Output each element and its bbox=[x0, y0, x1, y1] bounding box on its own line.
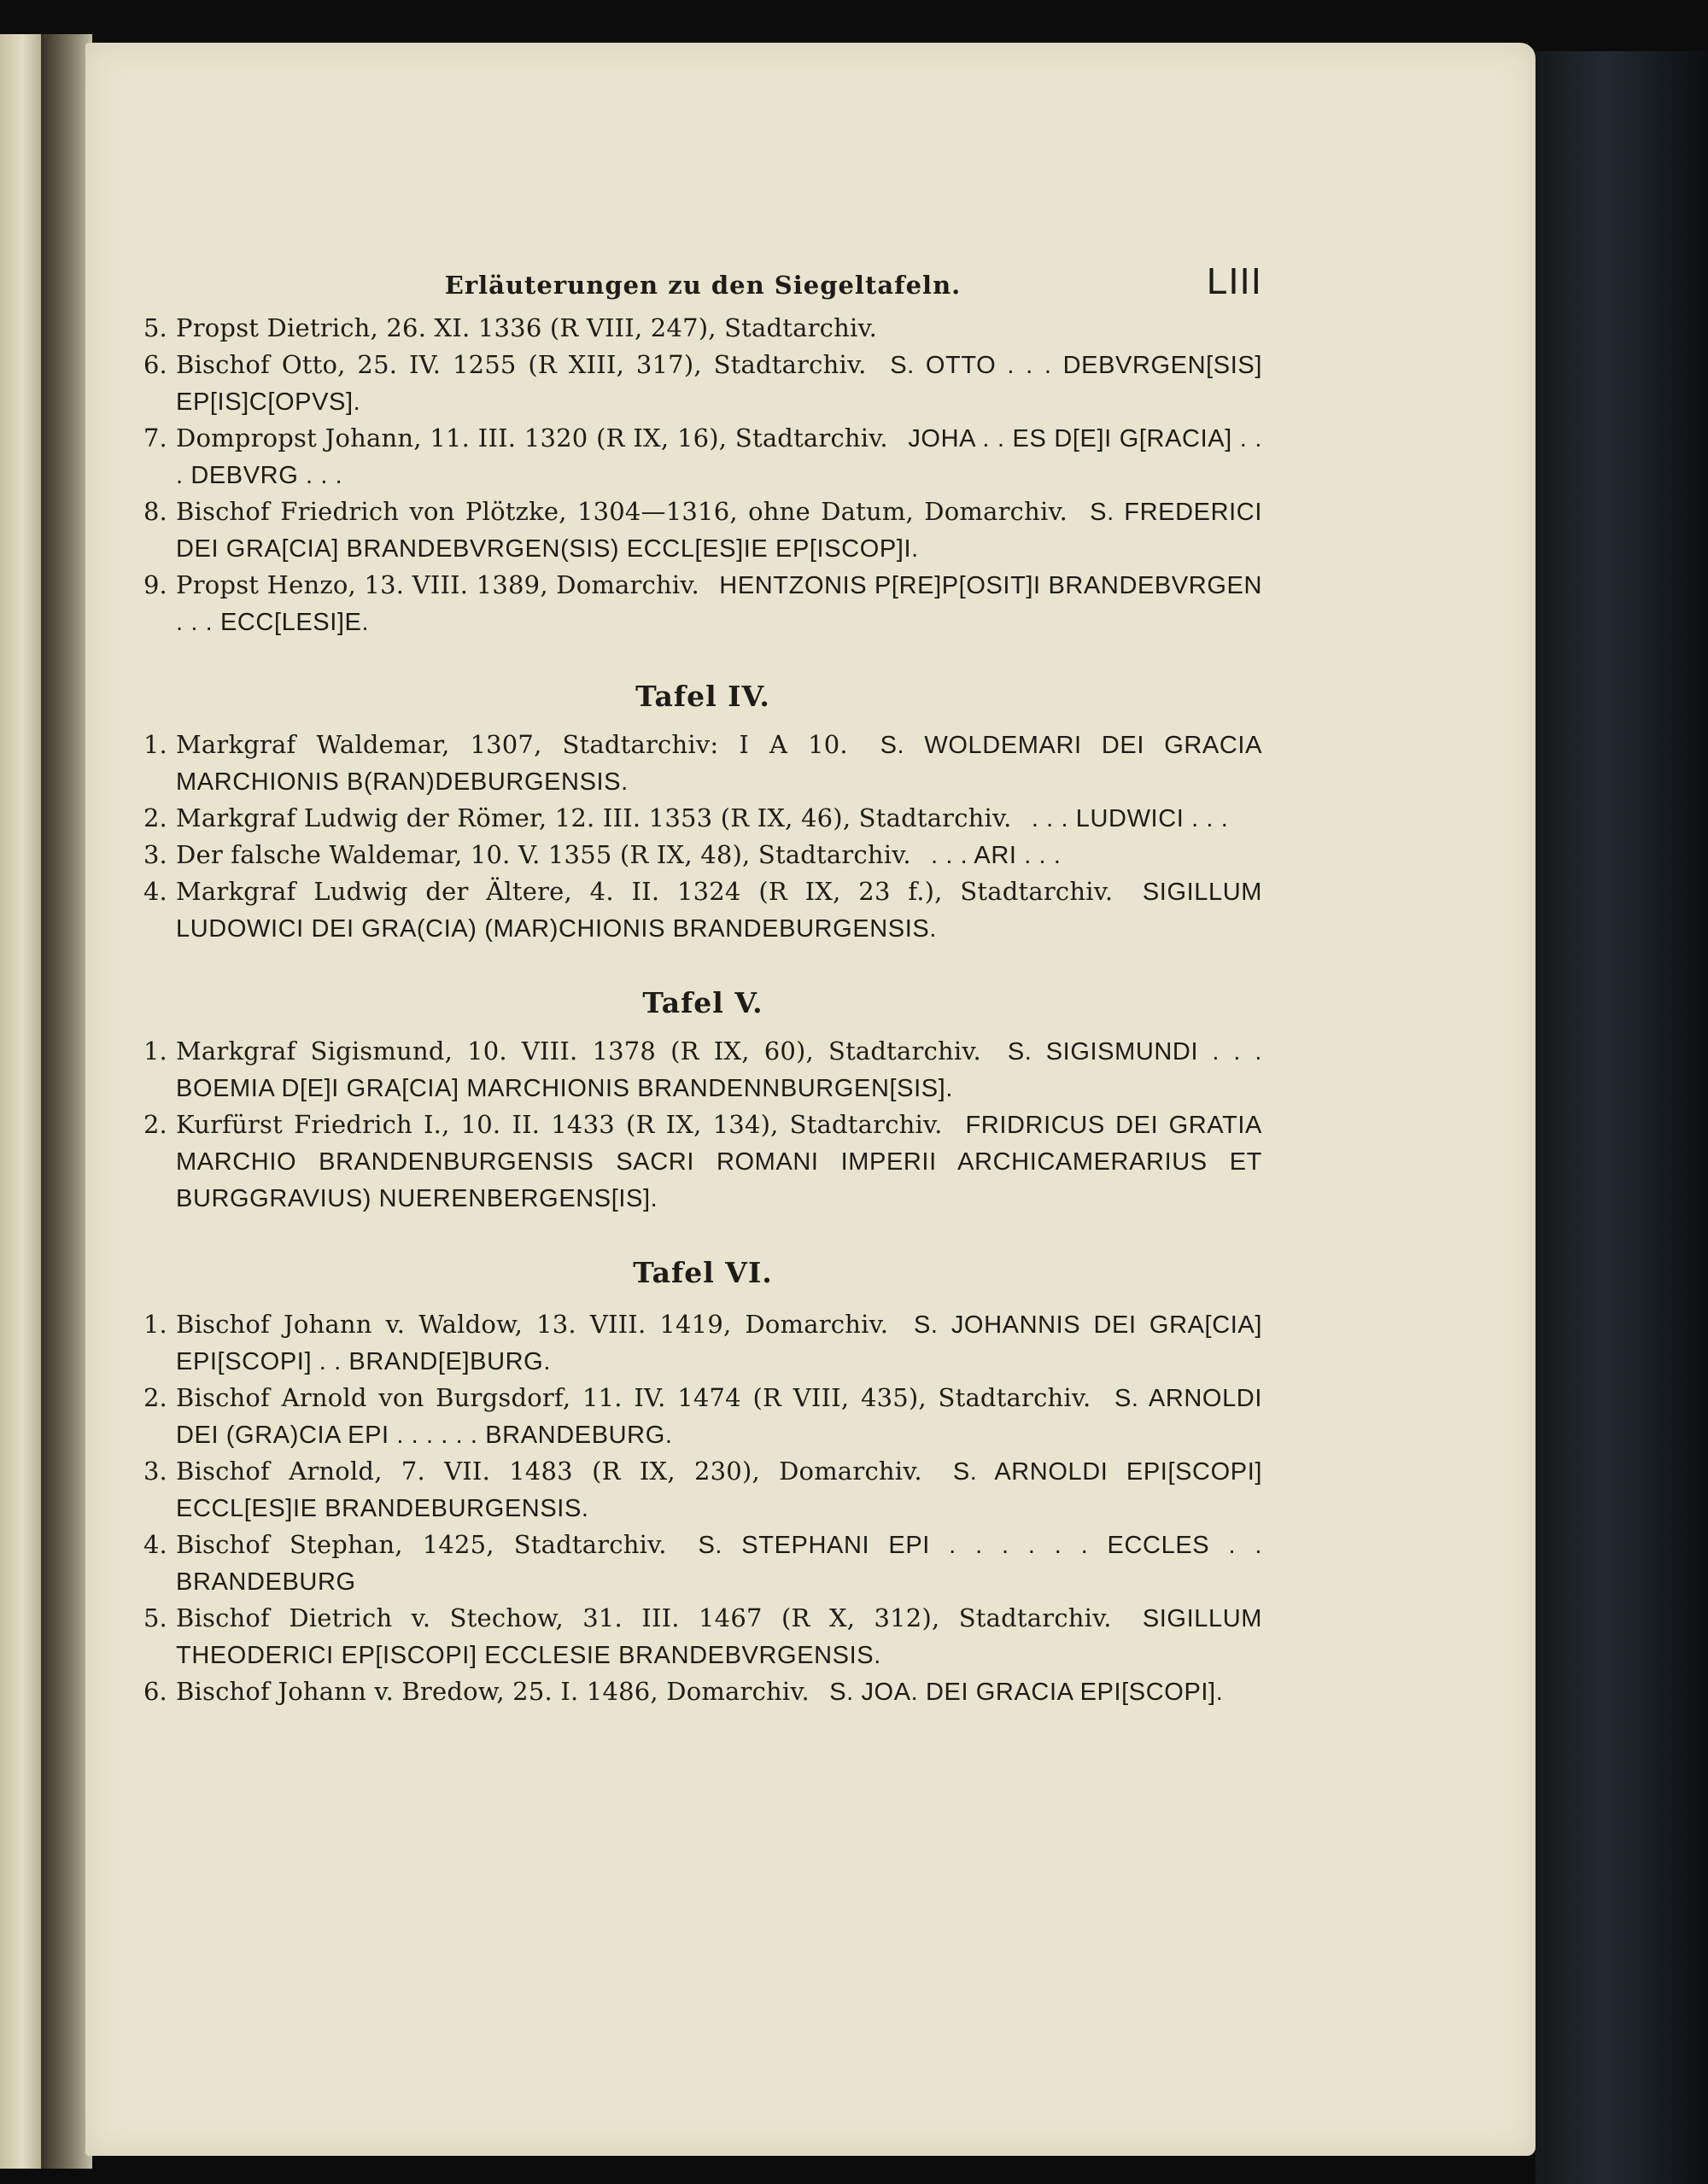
list-item bbox=[143, 800, 1262, 837]
entry-body bbox=[176, 727, 1262, 800]
entry-body bbox=[176, 837, 1262, 873]
entry-number: 6. bbox=[143, 1677, 167, 1706]
list-item bbox=[143, 1033, 1262, 1107]
entry-text: Der falsche Waldemar, 10. V. 1355 (R IX, 48), Stadtarchiv. bbox=[176, 840, 911, 869]
entry-text: Bischof Johann v. Waldow, 13. VIII. 1419, Domarchiv. bbox=[176, 1310, 889, 1339]
seal-legend: . . . ARI . . . bbox=[931, 842, 1062, 869]
section-heading: Tafel V. bbox=[642, 986, 763, 1019]
seal-legend: S. STEPHANI EPI . . . . . . ECCLES . . BRANDEBURG bbox=[176, 1532, 1262, 1596]
seal-legend: S. WOLDEMARI DEI GRACIA MARCHIONIS B(RAN)DEBURGENSIS. bbox=[176, 732, 1263, 796]
entry-number: 3. bbox=[143, 840, 167, 869]
list-item bbox=[143, 1673, 1262, 1710]
list-item bbox=[143, 1453, 1262, 1527]
entry-text: Propst Henzo, 13. VIII. 1389, Domarchiv. bbox=[176, 570, 699, 599]
entry-body bbox=[176, 1380, 1262, 1453]
entry-number: 1. bbox=[143, 1310, 167, 1339]
entry-text: Markgraf Waldemar, 1307, Stadtarchiv: I A 10. bbox=[176, 730, 848, 759]
entry-body bbox=[176, 310, 1262, 347]
entry-body bbox=[176, 1673, 1262, 1710]
seal-legend: S. FREDERICI DEI GRA[CIA] BRANDEBVRGEN(SIS) ECCL[ES]IE EP[ISCOP]I. bbox=[176, 499, 1262, 563]
entry-text: Bischof Dietrich v. Stechow, 31. III. 1467 (R X, 312), Stadtarchiv. bbox=[176, 1603, 1112, 1632]
list-item bbox=[143, 727, 1262, 800]
list-item bbox=[143, 1306, 1262, 1380]
entry-number: 3. bbox=[143, 1457, 167, 1486]
section-tafel-v bbox=[143, 986, 1262, 1217]
entry-number: 1. bbox=[143, 1037, 167, 1066]
entry-number: 2. bbox=[143, 1383, 167, 1412]
seal-legend: . . . LUDWICI . . . bbox=[1031, 805, 1229, 832]
section-heading: Tafel IV. bbox=[635, 680, 770, 713]
entry-number: 5. bbox=[143, 1603, 167, 1632]
entry-text: Bischof Friedrich von Plötzke, 1304—1316, ohne Datum, Domarchiv. bbox=[176, 497, 1068, 526]
entry-body bbox=[176, 873, 1262, 947]
seal-legend: S. JOHANNIS DEI GRA[CIA] EPI[SCOPI] . . BRAND[E]BURG. bbox=[176, 1311, 1263, 1375]
entry-text: Bischof Otto, 25. IV. 1255 (R XIII, 317), Stadtarchiv. bbox=[176, 350, 867, 379]
entry-body bbox=[176, 1600, 1262, 1673]
list-item bbox=[143, 567, 1262, 640]
list-item bbox=[143, 347, 1262, 420]
list-item bbox=[143, 420, 1262, 493]
section-tafel-vi bbox=[143, 1256, 1262, 1710]
list-item bbox=[143, 1380, 1262, 1453]
entry-body bbox=[176, 1453, 1262, 1527]
entry-number: 6. bbox=[143, 350, 167, 379]
entry-text: Dompropst Johann, 11. III. 1320 (R IX, 16), Stadtarchiv. bbox=[176, 423, 888, 453]
seal-legend: HENTZONIS P[RE]P[OSIT]I BRANDEBVRGEN . . . ECC[LESI]E. bbox=[176, 572, 1262, 636]
list-item bbox=[143, 1107, 1262, 1217]
entry-body bbox=[176, 567, 1262, 640]
entry-body bbox=[176, 1527, 1262, 1600]
list-item bbox=[143, 837, 1262, 873]
entry-list-continued bbox=[143, 310, 1262, 640]
entry-body bbox=[176, 1033, 1262, 1107]
seal-legend: S. SIGISMUNDI . . . BOEMIA D[E]I GRA[CIA] MARCHIONIS BRANDENNBURGEN[SIS]. bbox=[176, 1038, 1262, 1102]
seal-legend: S. ARNOLDI EPI[SCOPI] ECCL[ES]IE BRANDEBURGENSIS. bbox=[176, 1458, 1263, 1522]
list-item bbox=[143, 873, 1262, 947]
seal-legend: JOHA . . ES D[E]I G[RACIA] . . . DEBVRG . . . bbox=[176, 425, 1262, 489]
seal-legend: S. OTTO . . . DEBVRGEN[SIS] EP[IS]C[OPVS]. bbox=[176, 352, 1263, 416]
entry-body bbox=[176, 493, 1262, 567]
list-item bbox=[143, 1600, 1262, 1673]
entry-number: 2. bbox=[143, 803, 167, 832]
entry-number: 7. bbox=[143, 423, 167, 453]
page-number: LIII bbox=[1206, 260, 1262, 302]
entry-text: Kurfürst Friedrich I., 10. II. 1433 (R IX, 134), Stadtarchiv. bbox=[176, 1110, 943, 1139]
entry-text: Propst Dietrich, 26. XI. 1336 (R VIII, 247), Stadtarchiv. bbox=[176, 313, 878, 342]
list-item bbox=[143, 310, 1262, 347]
entry-text: Bischof Stephan, 1425, Stadtarchiv. bbox=[176, 1530, 667, 1559]
section-tafel-iv bbox=[143, 680, 1262, 947]
entry-number: 4. bbox=[143, 1530, 167, 1559]
seal-legend: SIGILLUM LUDOWICI DEI GRA(CIA) (MAR)CHIONIS BRANDEBURGENSIS. bbox=[176, 879, 1263, 943]
running-title: Erläuterungen zu den Siegeltafeln. bbox=[444, 271, 962, 300]
entry-number: 1. bbox=[143, 730, 167, 759]
entry-text: Bischof Arnold von Burgsdorf, 11. IV. 1474 (R VIII, 435), Stadtarchiv. bbox=[176, 1383, 1091, 1412]
seal-legend: FRIDRICUS DEI GRATIA MARCHIO BRANDENBURGENSIS SACRI ROMANI IMPERII ARCHICAMERARIUS ET BURGGRAVIUS) NUERENBERGENS[IS]. bbox=[176, 1112, 1262, 1212]
entry-number: 5. bbox=[143, 313, 167, 342]
running-header bbox=[143, 260, 1262, 312]
seal-legend: SIGILLUM THEODERICI EP[ISCOPI] ECCLESIE BRANDEBVRGENSIS. bbox=[176, 1605, 1262, 1669]
entry-body bbox=[176, 1107, 1262, 1217]
entry-body bbox=[176, 1306, 1262, 1380]
list-item bbox=[143, 1527, 1262, 1600]
entry-text: Bischof Johann v. Bredow, 25. I. 1486, Domarchiv. bbox=[176, 1677, 810, 1706]
left-page-edge bbox=[0, 34, 41, 2169]
entry-number: 8. bbox=[143, 497, 167, 526]
entry-text: Markgraf Ludwig der Ältere, 4. II. 1324 (R IX, 23 f.), Stadtarchiv. bbox=[176, 877, 1114, 906]
book-cover-edge bbox=[1535, 51, 1708, 2184]
entry-body bbox=[176, 800, 1262, 837]
entry-number: 4. bbox=[143, 877, 167, 906]
section-heading: Tafel VI. bbox=[633, 1256, 773, 1289]
entry-text: Bischof Arnold, 7. VII. 1483 (R IX, 230), Domarchiv. bbox=[176, 1457, 922, 1486]
seal-legend: S. ARNOLDI DEI (GRA)CIA EPI . . . . . . BRANDEBURG. bbox=[176, 1385, 1262, 1449]
entry-text: Markgraf Ludwig der Römer, 12. III. 1353 (R IX, 46), Stadtarchiv. bbox=[176, 803, 1012, 832]
entry-text: Markgraf Sigismund, 10. VIII. 1378 (R IX, 60), Stadtarchiv. bbox=[176, 1037, 981, 1066]
entry-body bbox=[176, 347, 1262, 420]
entry-number: 9. bbox=[143, 570, 167, 599]
list-item bbox=[143, 493, 1262, 567]
page-content bbox=[143, 260, 1262, 1710]
entry-number: 2. bbox=[143, 1110, 167, 1139]
seal-legend: S. JOA. DEI GRACIA EPI[SCOPI]. bbox=[829, 1679, 1224, 1706]
entry-body bbox=[176, 420, 1262, 493]
book-gutter bbox=[41, 34, 92, 2169]
